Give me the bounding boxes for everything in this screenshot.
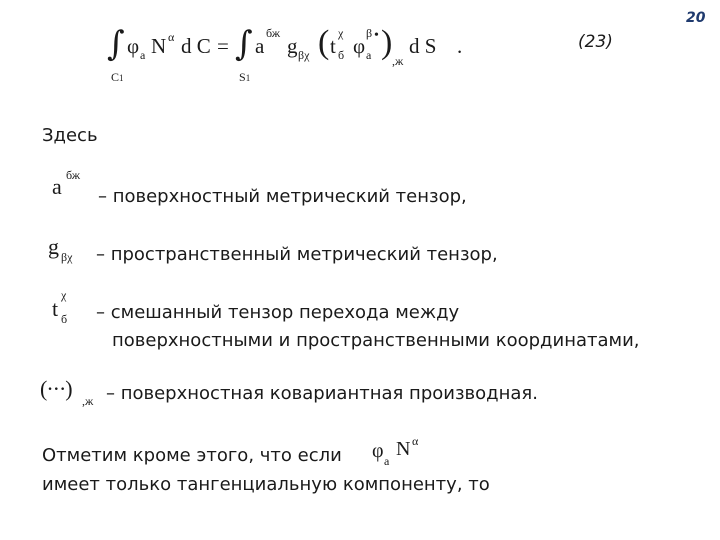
definition-2-text: – пространственный метрический тензор, [96,244,498,265]
rhs-phi-sup: β [366,26,373,40]
lhs-N-sup: α [168,30,175,44]
equation-number: (23) [578,32,613,52]
left-paren: ( [318,24,330,61]
symbol-a-bzh: a бж [52,168,81,199]
rhs-phi-bullet: • [374,28,379,43]
rhs-phi: φ [353,34,366,58]
equation-dot: . [457,34,463,58]
intro-label: Здесь [42,125,98,146]
rhs-g: g [287,34,298,58]
rhs-a: a [255,34,265,58]
equation-23 [105,18,485,98]
page-number: 20 [686,10,706,26]
symbol-g-beta-chi: g βχ [48,234,73,264]
right-paren: ) [381,24,393,61]
lhs-N: N [151,34,167,58]
definition-3-text: – смешанный тензор перехода между [96,302,460,323]
symbol-t-chi-b: t χ б [52,288,68,326]
rhs-deriv-sub: ,ж [392,54,404,68]
rhs-phi-sub: a [366,48,372,62]
rhs-dS: d S [409,34,437,58]
integral-sign: ∫ [107,24,125,64]
rhs-t-sup: χ [338,26,344,40]
symbol-covariant-derivative: (···) ,ж [40,376,94,408]
remark-line-1: Отметим кроме этого, что если [42,445,342,466]
integral-sign: ∫ [235,24,253,64]
definition-1-text: – поверхностный метрический тензор, [98,186,467,207]
equals-sign: = [217,34,229,58]
definition-3-text-cont: поверхностными и пространственными координатами, [112,330,640,351]
rhs-g-sub: βχ [298,48,310,62]
lhs-phi-sub: a [140,48,146,62]
definition-4-text: – поверхностная ковариантная производная. [106,383,538,404]
inline-phi-N: φ a N α [372,434,419,468]
lhs-lower-limit: C1 [111,70,124,84]
lhs-phi: φ [127,34,140,58]
remark-line-2: имеет только тангенциальную компоненту, то [42,474,490,495]
rhs-t: t [330,34,336,58]
rhs-t-sub: б [338,48,345,62]
rhs-a-sup: бж [266,26,281,40]
rhs-lower-limit: S1 [239,70,251,84]
lhs-dC: d C [181,34,211,58]
